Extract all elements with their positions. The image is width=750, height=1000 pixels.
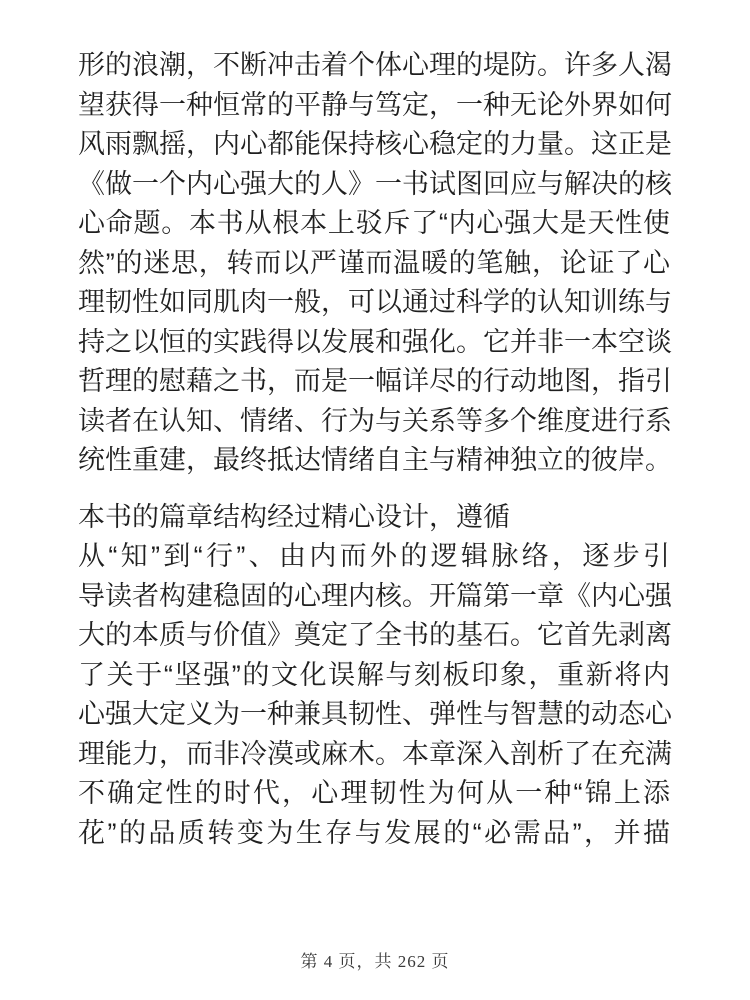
text-line: 读者在认知、情绪、行为与关系等多个维度进行系 [78, 405, 672, 436]
paragraph [78, 46, 670, 481]
text-line: 望获得一种恒常的平静与笃定，一种无论外界如何 [78, 89, 672, 120]
text-line: 然”的迷思，转而以严谨而温暖的笔触，论证了心 [78, 247, 670, 278]
text-line: 哲理的慰藉之书，而是一幅详尽的行动地图，指引 [78, 366, 672, 396]
text-line: 大的本质与价值》奠定了全书的基石。它首先剥离 [78, 620, 672, 650]
text-line: 心强大定义为一种兼具韧性、弹性与智慧的动态心 [78, 699, 672, 729]
text-line: 风雨飘摇，内心都能保持核心稳定的力量。这正是 [78, 129, 672, 159]
text-line: 不确定性的时代，心理韧性为何从一种“锦上添 [78, 778, 670, 808]
text-line: 本书的篇章结构经过精心设计，遵循 [78, 501, 510, 532]
text-line: 花”的品质转变为生存与发展的“必需品”，并描 [78, 817, 670, 848]
text-line: 理韧性如同肌肉一般，可以通过科学的认知训练与 [78, 287, 672, 317]
page-footer [0, 947, 750, 972]
text-line: 了关于“坚强”的文化误解与刻板印象，重新将内 [78, 659, 670, 690]
text-line: 从“知”到“行”、由内而外的逻辑脉络，逐步引 [78, 541, 670, 571]
text-line: 导读者构建稳固的心理内核。开篇第一章《内心强 [78, 580, 672, 611]
text-line: 形的浪潮，不断冲击着个体心理的堤防。许多人渴 [78, 50, 672, 80]
paragraph [78, 498, 670, 854]
text-line: 理能力，而非冷漠或麻木。本章深入剖析了在充满 [78, 738, 672, 769]
text-line: 《做一个内心强大的人》一书试图回应与解决的核 [78, 168, 672, 199]
text-line: 持之以恒的实践得以发展和强化。它并非一本空谈 [78, 326, 672, 357]
text-line: 统性重建，最终抵达情绪自主与精神独立的彼岸。 [78, 445, 672, 475]
text-line: 心命题。本书从根本上驳斥了“内心强大是天性使 [78, 208, 670, 238]
page-indicator: 第 4 页，共 262 页 [300, 952, 450, 971]
page-body [78, 46, 670, 870]
